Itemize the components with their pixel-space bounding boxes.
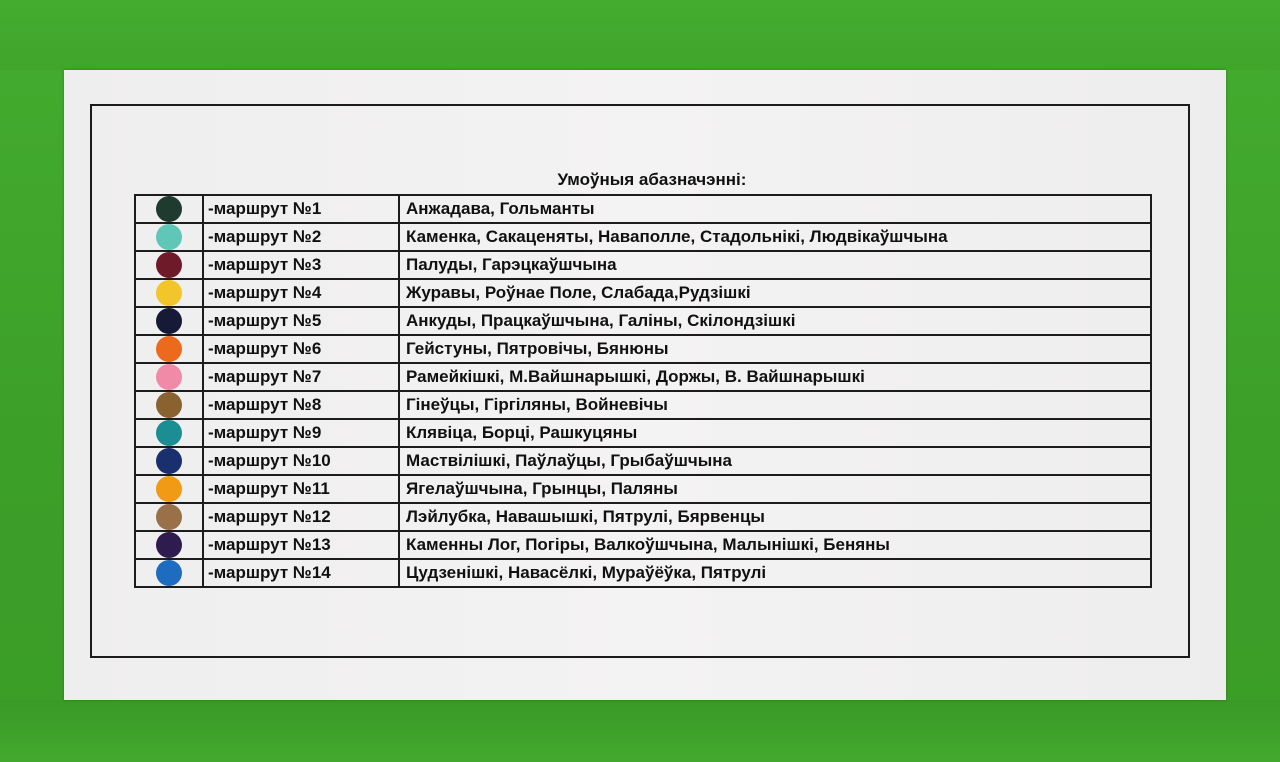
route-label: -маршрут №9 (203, 419, 399, 447)
route-places: Цудзенішкі, Навасёлкі, Мураўёўка, Пятрулі (399, 559, 1151, 587)
route-label: -маршрут №3 (203, 251, 399, 279)
legend-row (135, 251, 1151, 279)
legend-color-cell (135, 335, 203, 363)
legend-color-cell (135, 559, 203, 587)
route-label: -маршрут №8 (203, 391, 399, 419)
legend-color-cell (135, 419, 203, 447)
legend-row (135, 503, 1151, 531)
legend-row (135, 195, 1151, 223)
route-color-dot (156, 448, 182, 474)
green-tape-bottom (0, 700, 1280, 762)
route-color-dot (156, 252, 182, 278)
legend-color-cell (135, 447, 203, 475)
route-places: Лэйлубка, Навашышкі, Пятрулі, Бярвенцы (399, 503, 1151, 531)
route-color-dot (156, 336, 182, 362)
route-color-dot (156, 504, 182, 530)
route-label: -маршрут №10 (203, 447, 399, 475)
route-label: -маршрут №2 (203, 223, 399, 251)
route-places: Анкуды, Працкаўшчына, Галіны, Скілондзішкі (399, 307, 1151, 335)
route-label: -маршрут №13 (203, 531, 399, 559)
route-label: -маршрут №11 (203, 475, 399, 503)
green-tape-top (0, 0, 1280, 70)
legend-row (135, 559, 1151, 587)
route-color-dot (156, 224, 182, 250)
legend-row (135, 475, 1151, 503)
route-places: Маствілішкі, Паўлаўцы, Грыбаўшчына (399, 447, 1151, 475)
route-places: Палуды, Гарэцкаўшчына (399, 251, 1151, 279)
route-color-dot (156, 532, 182, 558)
route-label: -маршрут №7 (203, 363, 399, 391)
route-label: -маршрут №5 (203, 307, 399, 335)
route-color-dot (156, 196, 182, 222)
legend-color-cell (135, 307, 203, 335)
legend-row (135, 447, 1151, 475)
legend-color-cell (135, 195, 203, 223)
route-places: Каменны Лог, Погіры, Валкоўшчына, Малынішкі, Беняны (399, 531, 1151, 559)
route-places: Гінеўцы, Гіргіляны, Войневічы (399, 391, 1151, 419)
legend-color-cell (135, 223, 203, 251)
route-label: -маршрут №4 (203, 279, 399, 307)
legend-frame (90, 104, 1190, 658)
legend-color-cell (135, 363, 203, 391)
legend-color-cell (135, 531, 203, 559)
route-label: -маршрут №12 (203, 503, 399, 531)
route-label: -маршрут №6 (203, 335, 399, 363)
legend-row (135, 419, 1151, 447)
route-places: Каменка, Сакаценяты, Наваполле, Стадольнікі, Людвікаўшчына (399, 223, 1151, 251)
route-color-dot (156, 476, 182, 502)
route-places: Рамейкішкі, М.Вайшнарышкі, Доржы, В. Вайшнарышкі (399, 363, 1151, 391)
route-places: Клявіца, Борці, Рашкуцяны (399, 419, 1151, 447)
legend-color-cell (135, 391, 203, 419)
legend-row (135, 307, 1151, 335)
legend-color-cell (135, 475, 203, 503)
legend-title: Умоўныя абазначэнні: (557, 170, 747, 189)
route-color-dot (156, 420, 182, 446)
route-color-dot (156, 392, 182, 418)
route-places: Журавы, Роўнае Поле, Слабада,Рудзішкі (399, 279, 1151, 307)
legend-row (135, 335, 1151, 363)
legend-table (134, 194, 1152, 588)
route-color-dot (156, 364, 182, 390)
route-places: Анжадава, Гольманты (399, 195, 1151, 223)
legend-row (135, 279, 1151, 307)
legend-color-cell (135, 251, 203, 279)
legend-row (135, 223, 1151, 251)
legend-row (135, 391, 1151, 419)
legend-color-cell (135, 279, 203, 307)
route-label: -маршрут №14 (203, 559, 399, 587)
route-places: Ягелаўшчына, Грынцы, Паляны (399, 475, 1151, 503)
route-color-dot (156, 280, 182, 306)
route-label: -маршрут №1 (203, 195, 399, 223)
legend-row (135, 531, 1151, 559)
legend-row (135, 363, 1151, 391)
route-color-dot (156, 308, 182, 334)
route-color-dot (156, 560, 182, 586)
paper-sheet (64, 70, 1226, 700)
route-places: Гейстуны, Пятровічы, Бянюны (399, 335, 1151, 363)
legend-color-cell (135, 503, 203, 531)
